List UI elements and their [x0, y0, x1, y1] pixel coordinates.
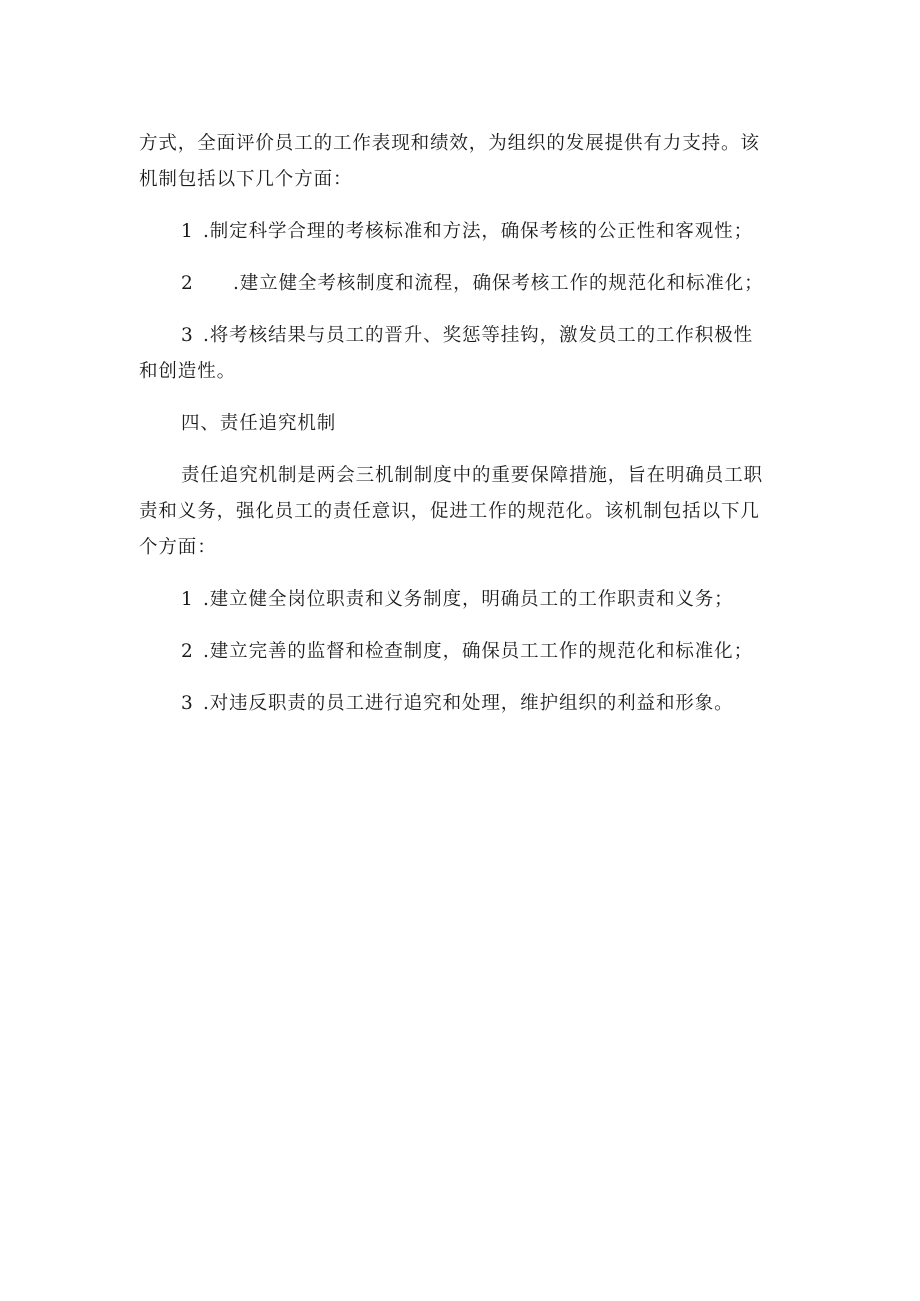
text-line: 方式，全面评价员工的工作表现和绩效，为组织的发展提供有力支持。该 [139, 133, 760, 154]
list-number: 2 [181, 273, 194, 294]
list-number: 2 [181, 641, 194, 662]
text-line: 机制包括以下几个方面： [139, 169, 353, 190]
list-item-text: .建立健全岗位职责和义务制度，明确员工的工作职责和义务； [203, 589, 734, 610]
list-number: 1 [181, 221, 194, 242]
list-number: 3 [181, 325, 194, 346]
paragraph-continuation [139, 126, 783, 198]
text-line: 个方面： [139, 537, 217, 558]
section-heading: 四、责任追究机制 [181, 413, 337, 434]
list-item [139, 214, 783, 250]
list-item [139, 582, 783, 618]
list-item [139, 266, 783, 302]
list-item-text: .对违反职责的员工进行追究和处理，维护组织的利益和形象。 [203, 693, 734, 714]
document-body [139, 126, 783, 722]
text-line: 责和义务，强化员工的责任意识，促进工作的规范化。该机制包括以下几 [139, 501, 760, 522]
list-item-text: .建立健全考核制度和流程，确保考核工作的规范化和标准化； [233, 273, 764, 294]
list-number: 1 [181, 589, 194, 610]
section-intro-paragraph [139, 458, 783, 566]
list-item [139, 634, 783, 670]
list-item-text: .建立完善的监督和检查制度，确保员工工作的规范化和标准化； [203, 641, 753, 662]
list-number: 3 [181, 693, 194, 714]
list-item [139, 318, 783, 390]
list-item-text: .制定科学合理的考核标准和方法，确保考核的公正性和客观性； [203, 221, 753, 242]
list-item-text: .将考核结果与员工的晋升、奖惩等挂钩，激发员工的工作积极性 [203, 325, 753, 346]
list-item-continuation: 和创造性。 [139, 361, 237, 382]
list-item [139, 686, 783, 722]
text-line: 责任追究机制是两会三机制制度中的重要保障措施，旨在明确员工职 [181, 465, 764, 486]
